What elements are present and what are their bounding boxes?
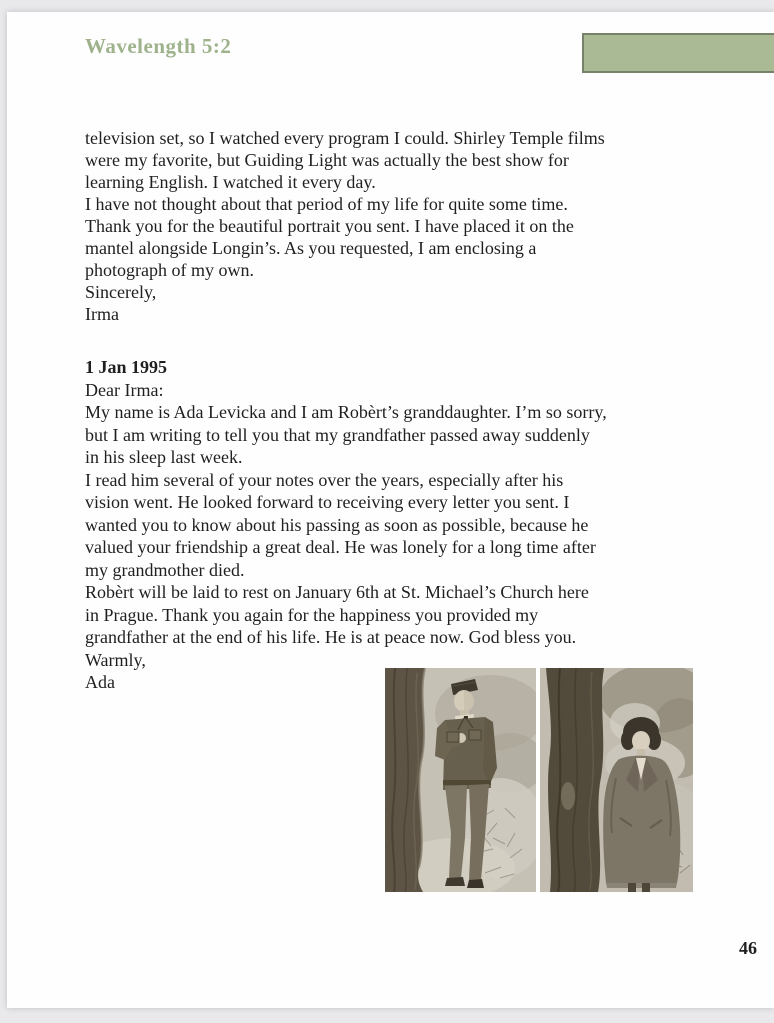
text-line: in his sleep last week. (85, 447, 243, 467)
text-line: television set, so I watched every program I could. Shirley Temple films (85, 128, 605, 148)
text-line: photograph of my own. (85, 260, 254, 280)
text-line: Sincerely, (85, 282, 157, 302)
green-banner (582, 33, 774, 73)
text-line: Dear Irma: (85, 379, 164, 400)
text-line: grandfather at the end of his life. He is at peace now. God bless you. (85, 627, 577, 647)
text-line: I have not thought about that period of my life for quite some time. (85, 194, 568, 214)
text-line: learning English. I watched it every day. (85, 172, 376, 192)
text-line: but I am writing to tell you that my grandfather passed away suddenly (85, 424, 590, 445)
text-line: Irma (85, 304, 119, 324)
text-line: Robèrt will be laid to rest on January 6th at St. Michael’s Church here (85, 582, 589, 602)
photo-woman-by-tree (540, 668, 693, 892)
text-line: Ada (85, 672, 115, 692)
text-line: vision went. He looked forward to receiving every letter you sent. I (85, 492, 570, 512)
text-line: mantel alongside Longin’s. As you requested, I am enclosing a (85, 238, 537, 258)
text-line: my grandmother died. (85, 559, 245, 580)
letter-body (85, 379, 715, 694)
text-line: in Prague. Thank you again for the happiness you provided my (85, 604, 539, 625)
photo-man-by-tree (385, 668, 536, 892)
text-line: were my favorite, but Guiding Light was actually the best show for (85, 150, 569, 170)
text-line: Warmly, (85, 649, 146, 670)
text-line: valued your friendship a great deal. He was lonely for a long time after (85, 537, 596, 557)
text-line: wanted you to know about his passing as soon as possible, because he (85, 514, 589, 535)
page-title: Wavelength 5:2 (85, 34, 232, 58)
letter-date-heading: 1 Jan 1995 (85, 357, 168, 377)
text-line: Thank you for the beautiful portrait you sent. I have placed it on the (85, 216, 574, 236)
text-line: My name is Ada Levicka and I am Robèrt’s granddaughter. I’m so sorry, (85, 402, 607, 422)
text-line: I read him several of your notes over the years, especially after his (85, 469, 564, 490)
page-number: 46 (739, 938, 757, 958)
letter-from-ada (85, 356, 715, 694)
photo-block (385, 668, 693, 892)
letter-from-irma (85, 127, 715, 325)
